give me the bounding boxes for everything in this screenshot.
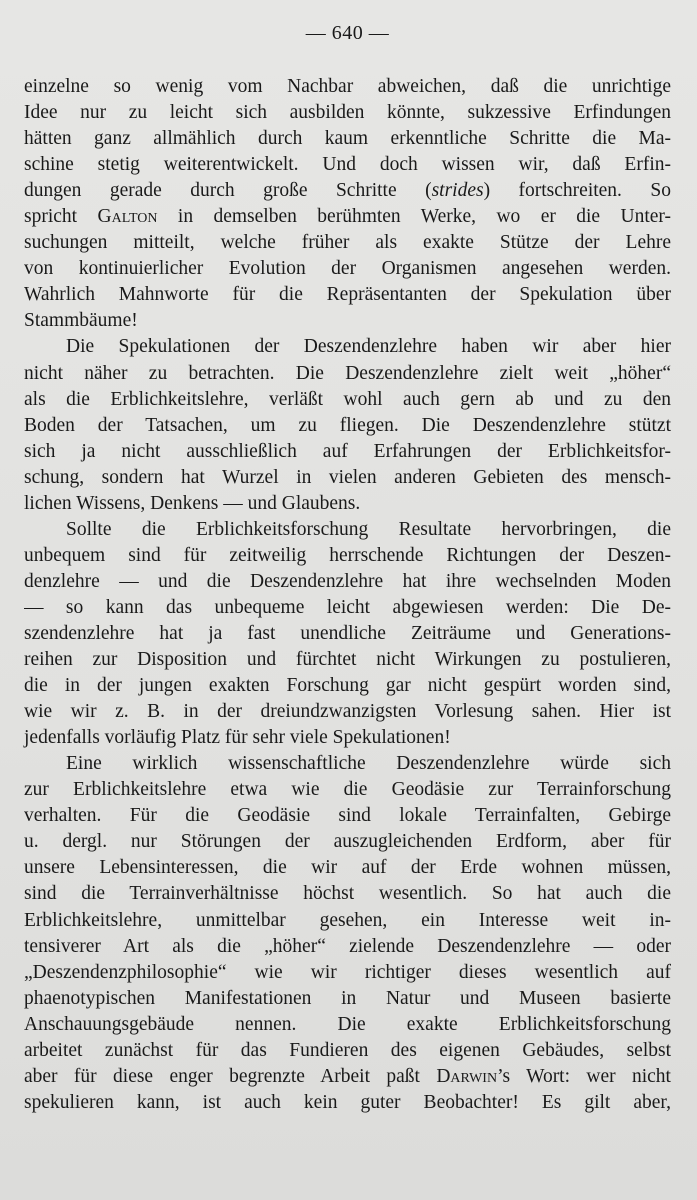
text-line: Wahrlich Mahnworte für die Repräsentanten der Spekulation über [24,284,671,306]
text-line: arbeitet zunächst für das Fundieren des eigenen Gebäudes, selbst [24,1039,671,1061]
text-line: nicht näher zu betrachten. Die Deszendenzlehre zielt weit „höher“ [24,362,671,384]
text-line: wie wir z. B. in der dreiundzwanzigsten Vorlesung sahen. Hier ist [24,701,671,723]
text-line: zur Erblichkeitslehre etwa wie die Geodäsie zur Terrainforschung [24,779,671,801]
text-line: einzelne so wenig vom Nachbar abweichen, daß die unrichtige [24,76,671,97]
text-line: reihen zur Disposition und fürchtet nicht Wirkungen zu postulieren, [24,649,671,671]
text-line: Die Spekulationen der Deszendenzlehre haben wir aber hier [66,336,671,358]
text-line: verhalten. Für die Geodäsie sind lokale Terrainfalten, Gebirge [24,805,671,827]
text-line: als die Erblichkeitslehre, verläßt wohl auch gern ab und zu den [24,388,671,410]
text-line: Erblichkeitslehre, unmittelbar gesehen, ein Interesse weit in- [24,909,671,931]
text-line: jedenfalls vorläufig Platz für sehr viele Spekulationen! [24,727,451,749]
text-line: Eine wirklich wissenschaftliche Deszendenzlehre würde sich [66,753,671,775]
text-line: sich ja nicht ausschließlich auf Erfahrungen der Erblichkeitsfor- [24,440,671,462]
text-line: „Deszendenzphilosophie“ wie wir richtiger dieses wesentlich auf [24,961,671,983]
text-line: unbequem sind für zeitweilig herrschende Richtungen der Deszen- [24,544,671,566]
text-line: Boden der Tatsachen, um zu fliegen. Die Deszendenzlehre stützt [24,414,671,436]
text-line: tensiverer Art als die „höher“ zielende Deszendenzlehre — oder [24,935,671,957]
paragraph-2 [24,334,671,516]
text-line: Sollte die Erblichkeitsforschung Resultate hervorbringen, die [66,518,671,540]
text-line: Anschauungsgebäude nennen. Die exakte Erblichkeitsforschung [24,1013,671,1035]
text-line: hätten ganz allmählich durch kaum erkenntliche Schritte die Ma- [24,128,671,150]
text-line: sind die Terrainverhältnisse höchst wesentlich. So hat auch die [24,883,671,905]
text-line: Idee nur zu leicht sich ausbilden könnte, sukzessive Erfindungen [24,102,671,124]
text-line: szendenzlehre hat ja fast unendliche Zeiträume und Generations- [24,622,671,644]
text-line: lichen Wissens, Denkens — und Glaubens. [24,492,361,514]
text-line: spekulieren kann, ist auch kein guter Beobachter! Es gilt aber, [24,1091,671,1113]
text-line: aber für diese enger begrenzte Arbeit paßt Darwin’s Wort: wer nicht [24,1065,671,1087]
text-line: spricht Galton in demselben berühmten Werke, wo er die Unter- [24,206,671,228]
text-line: u. dergl. nur Störungen der auszugleichenden Erdform, aber für [24,831,671,853]
text-line: schung, sondern hat Wurzel in vielen anderen Gebieten des mensch- [24,466,671,488]
text-line: — so kann das unbequeme leicht abgewiesen werden: Die De- [24,596,671,618]
text-line: denzlehre — und die Deszendenzlehre hat ihre wechselnden Moden [24,570,671,592]
paragraph-1 [24,74,671,334]
text-line: suchungen mitteilt, welche früher als exakte Stütze der Lehre [24,232,671,254]
text-line: von kontinuierlicher Evolution der Organismen angesehen werden. [24,258,671,280]
page-number: — 640 — [305,22,390,44]
text-line: unsere Lebensinteressen, die wir auf der Erde wohnen müssen, [24,857,671,879]
paragraph-3 [24,517,671,751]
text-line: Stammbäume! [24,310,138,332]
text-line: die in der jungen exakten Forschung gar nicht gespürt worden sind, [24,675,671,697]
paragraph-4 [24,751,671,1116]
text-line: schine stetig weiterentwickelt. Und doch wissen wir, daß Erfin- [24,154,671,176]
text-line: phaenotypischen Manifestationen in Natur und Museen basierte [24,987,671,1009]
body-text [24,74,671,1116]
text-line: dungen gerade durch große Schritte (strides) fortschreiten. So [24,180,671,202]
